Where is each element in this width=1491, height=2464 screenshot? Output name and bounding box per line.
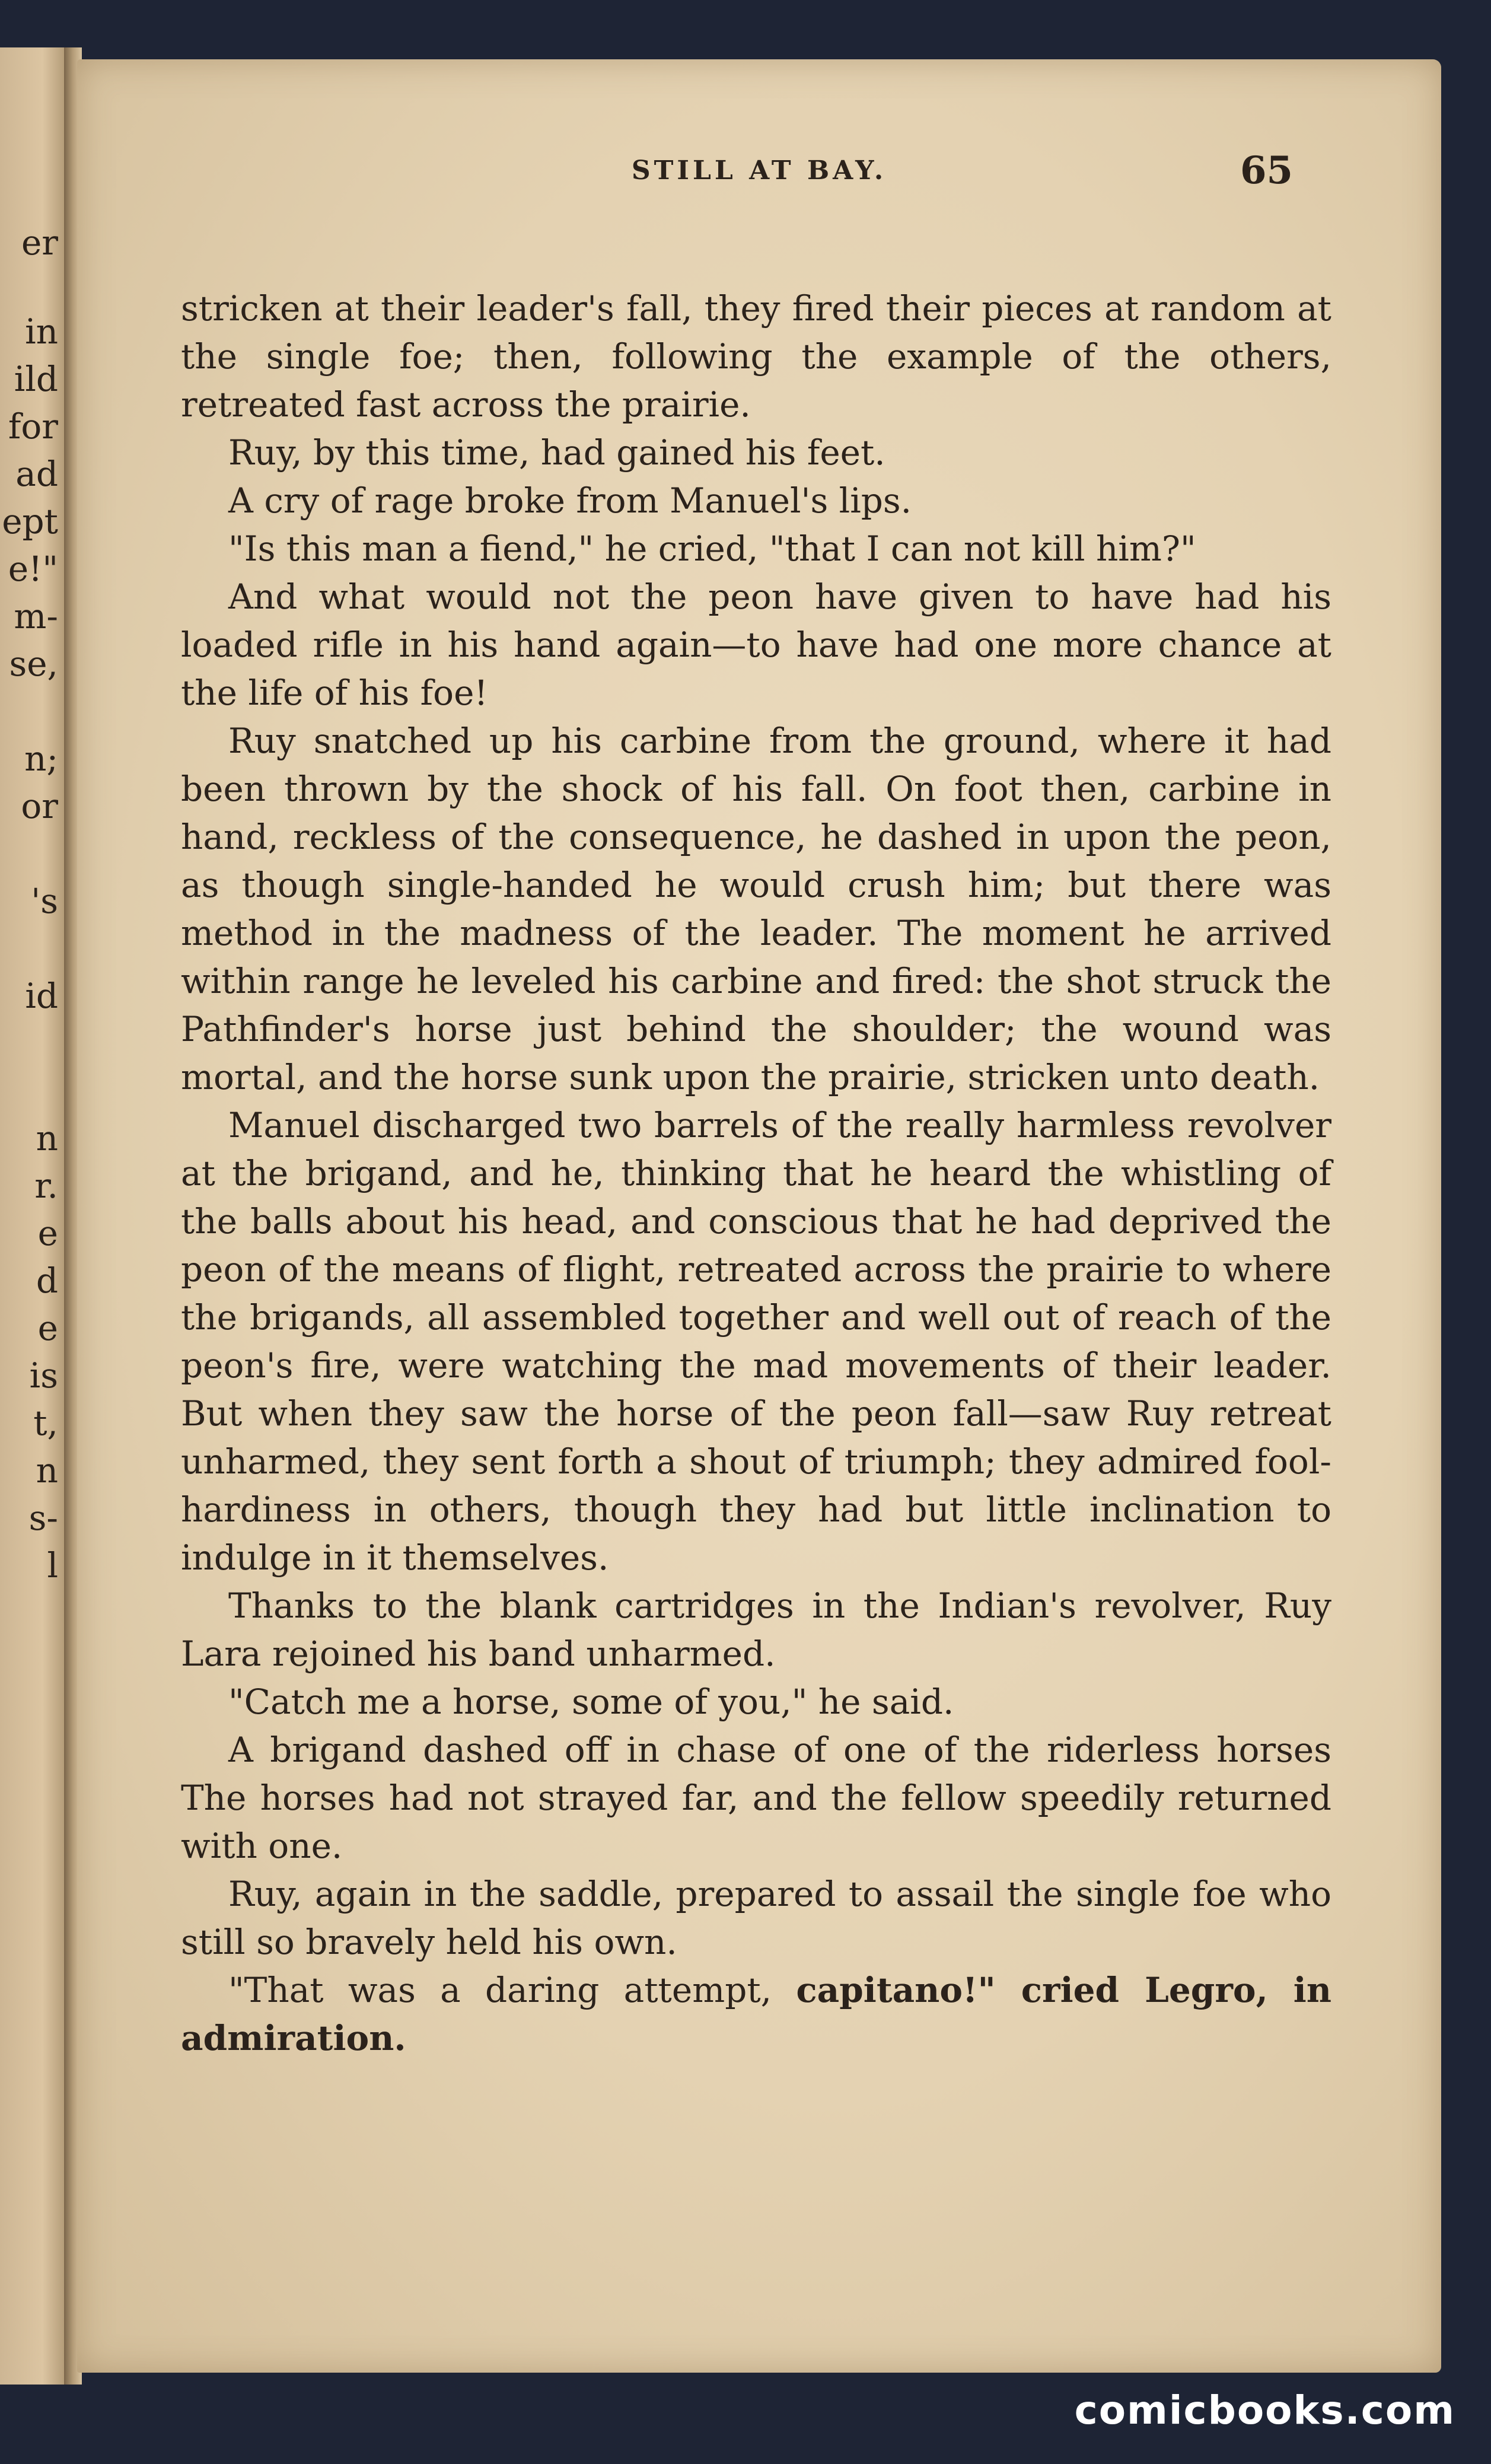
paragraph: Thanks to the blank cartridges in the Indian's revolver, Ruy Lara rejoined his band unharmed. [181, 1586, 1331, 1674]
facing-page-fragment: er [21, 222, 58, 263]
facing-page-fragment: t, [33, 1403, 58, 1443]
facing-page-fragment: m- [14, 596, 58, 636]
paragraph [181, 1966, 1331, 2062]
paragraph: And what would not the peon have given to have had his loaded rifle in his hand again—to have had one more chance at the life of his foe! [181, 577, 1331, 713]
watermark-logo: comicbooks.com [1074, 2387, 1455, 2433]
paragraph: A brigand dashed off in chase of one of the riderless horses The horses had not strayed far, and the fellow speedily returned with one. [181, 1730, 1331, 1866]
facing-page-fragment: s- [28, 1498, 58, 1538]
body-text [181, 285, 1331, 2062]
facing-page-fragment: for [8, 406, 58, 447]
paragraph: Ruy, by this time, had gained his feet. [228, 432, 885, 473]
paragraph-text-bold: capitano!" cried Legro, in admiration. [181, 1970, 1331, 2058]
facing-page-fragment: 's [31, 881, 58, 921]
paragraph-text: "That was a daring attempt, [228, 1970, 797, 2010]
facing-page-fragment: or [21, 786, 58, 826]
paragraph: stricken at their leader's fall, they fired their pieces at random at the single foe; then, following the example of the others, retreated fast across the prairie. [181, 288, 1331, 425]
facing-page-fragment: e [37, 1213, 58, 1253]
facing-page-fragment: e!" [8, 549, 58, 589]
facing-page-fragment: ept [2, 501, 58, 542]
facing-page-fragment: l [47, 1545, 58, 1586]
facing-page-fragment: is [29, 1355, 58, 1396]
paragraph: Ruy, again in the saddle, prepared to assail the single foe who still so bravely held his own. [181, 1874, 1331, 1962]
facing-page-fragment: n [36, 1450, 58, 1491]
facing-page-fragment: se, [9, 644, 58, 684]
facing-page-fragment: n [36, 1118, 58, 1158]
facing-page-fragment: d [36, 1260, 58, 1301]
facing-page-fragment: r. [34, 1166, 58, 1206]
facing-page-edge [0, 47, 71, 2385]
paragraph: "Catch me a horse, some of you," he said. [228, 1682, 954, 1722]
paragraph: "Is this man a fiend," he cried, "that I can not kill him?" [228, 529, 1196, 569]
page-number: 65 [1240, 148, 1293, 193]
paragraph: Ruy snatched up his carbine from the ground, where it had been thrown by the shock of his fall. On foot then, carbine in hand, reckless of the consequence, he dashed in upon the peon, as though single-handed he would crush him; but there was method in the madness of the leader. The moment he arrived within range he leveled his carbine and fired: the shot struck the Pathfinder's horse just behind the shoulder; the wound was mortal, and the horse sunk upon the prairie, stricken unto death. [181, 721, 1331, 1097]
facing-page-fragment: in [25, 311, 58, 352]
paragraph: Manuel discharged two barrels of the really harmless revolver at the brigand, and he, thinking that he heard the whistling of the balls about his head, and conscious that he had deprived the peon of the means of flight, retreated across the prairie to where the brigands, all assembled together and well out of reach of the peon's fire, were watching the mad movements of their leader. But when they saw the horse of the peon fall—saw Ruy retreat unharmed, they sent forth a shout of triumph; they admired fool-hardiness in others, though they had but little inclination to indulge in it themselves. [181, 1105, 1331, 1578]
facing-page-fragment: n; [24, 738, 58, 779]
paragraph: A cry of rage broke from Manuel's lips. [228, 480, 912, 521]
facing-page-fragment: id [25, 976, 58, 1016]
facing-page-fragment: ad [15, 454, 58, 494]
page-header [77, 148, 1441, 202]
facing-page-fragment: ild [14, 359, 58, 399]
book-page [77, 59, 1441, 2373]
facing-page-fragment: e [37, 1308, 58, 1348]
running-title: STILL AT BAY. [631, 155, 887, 186]
